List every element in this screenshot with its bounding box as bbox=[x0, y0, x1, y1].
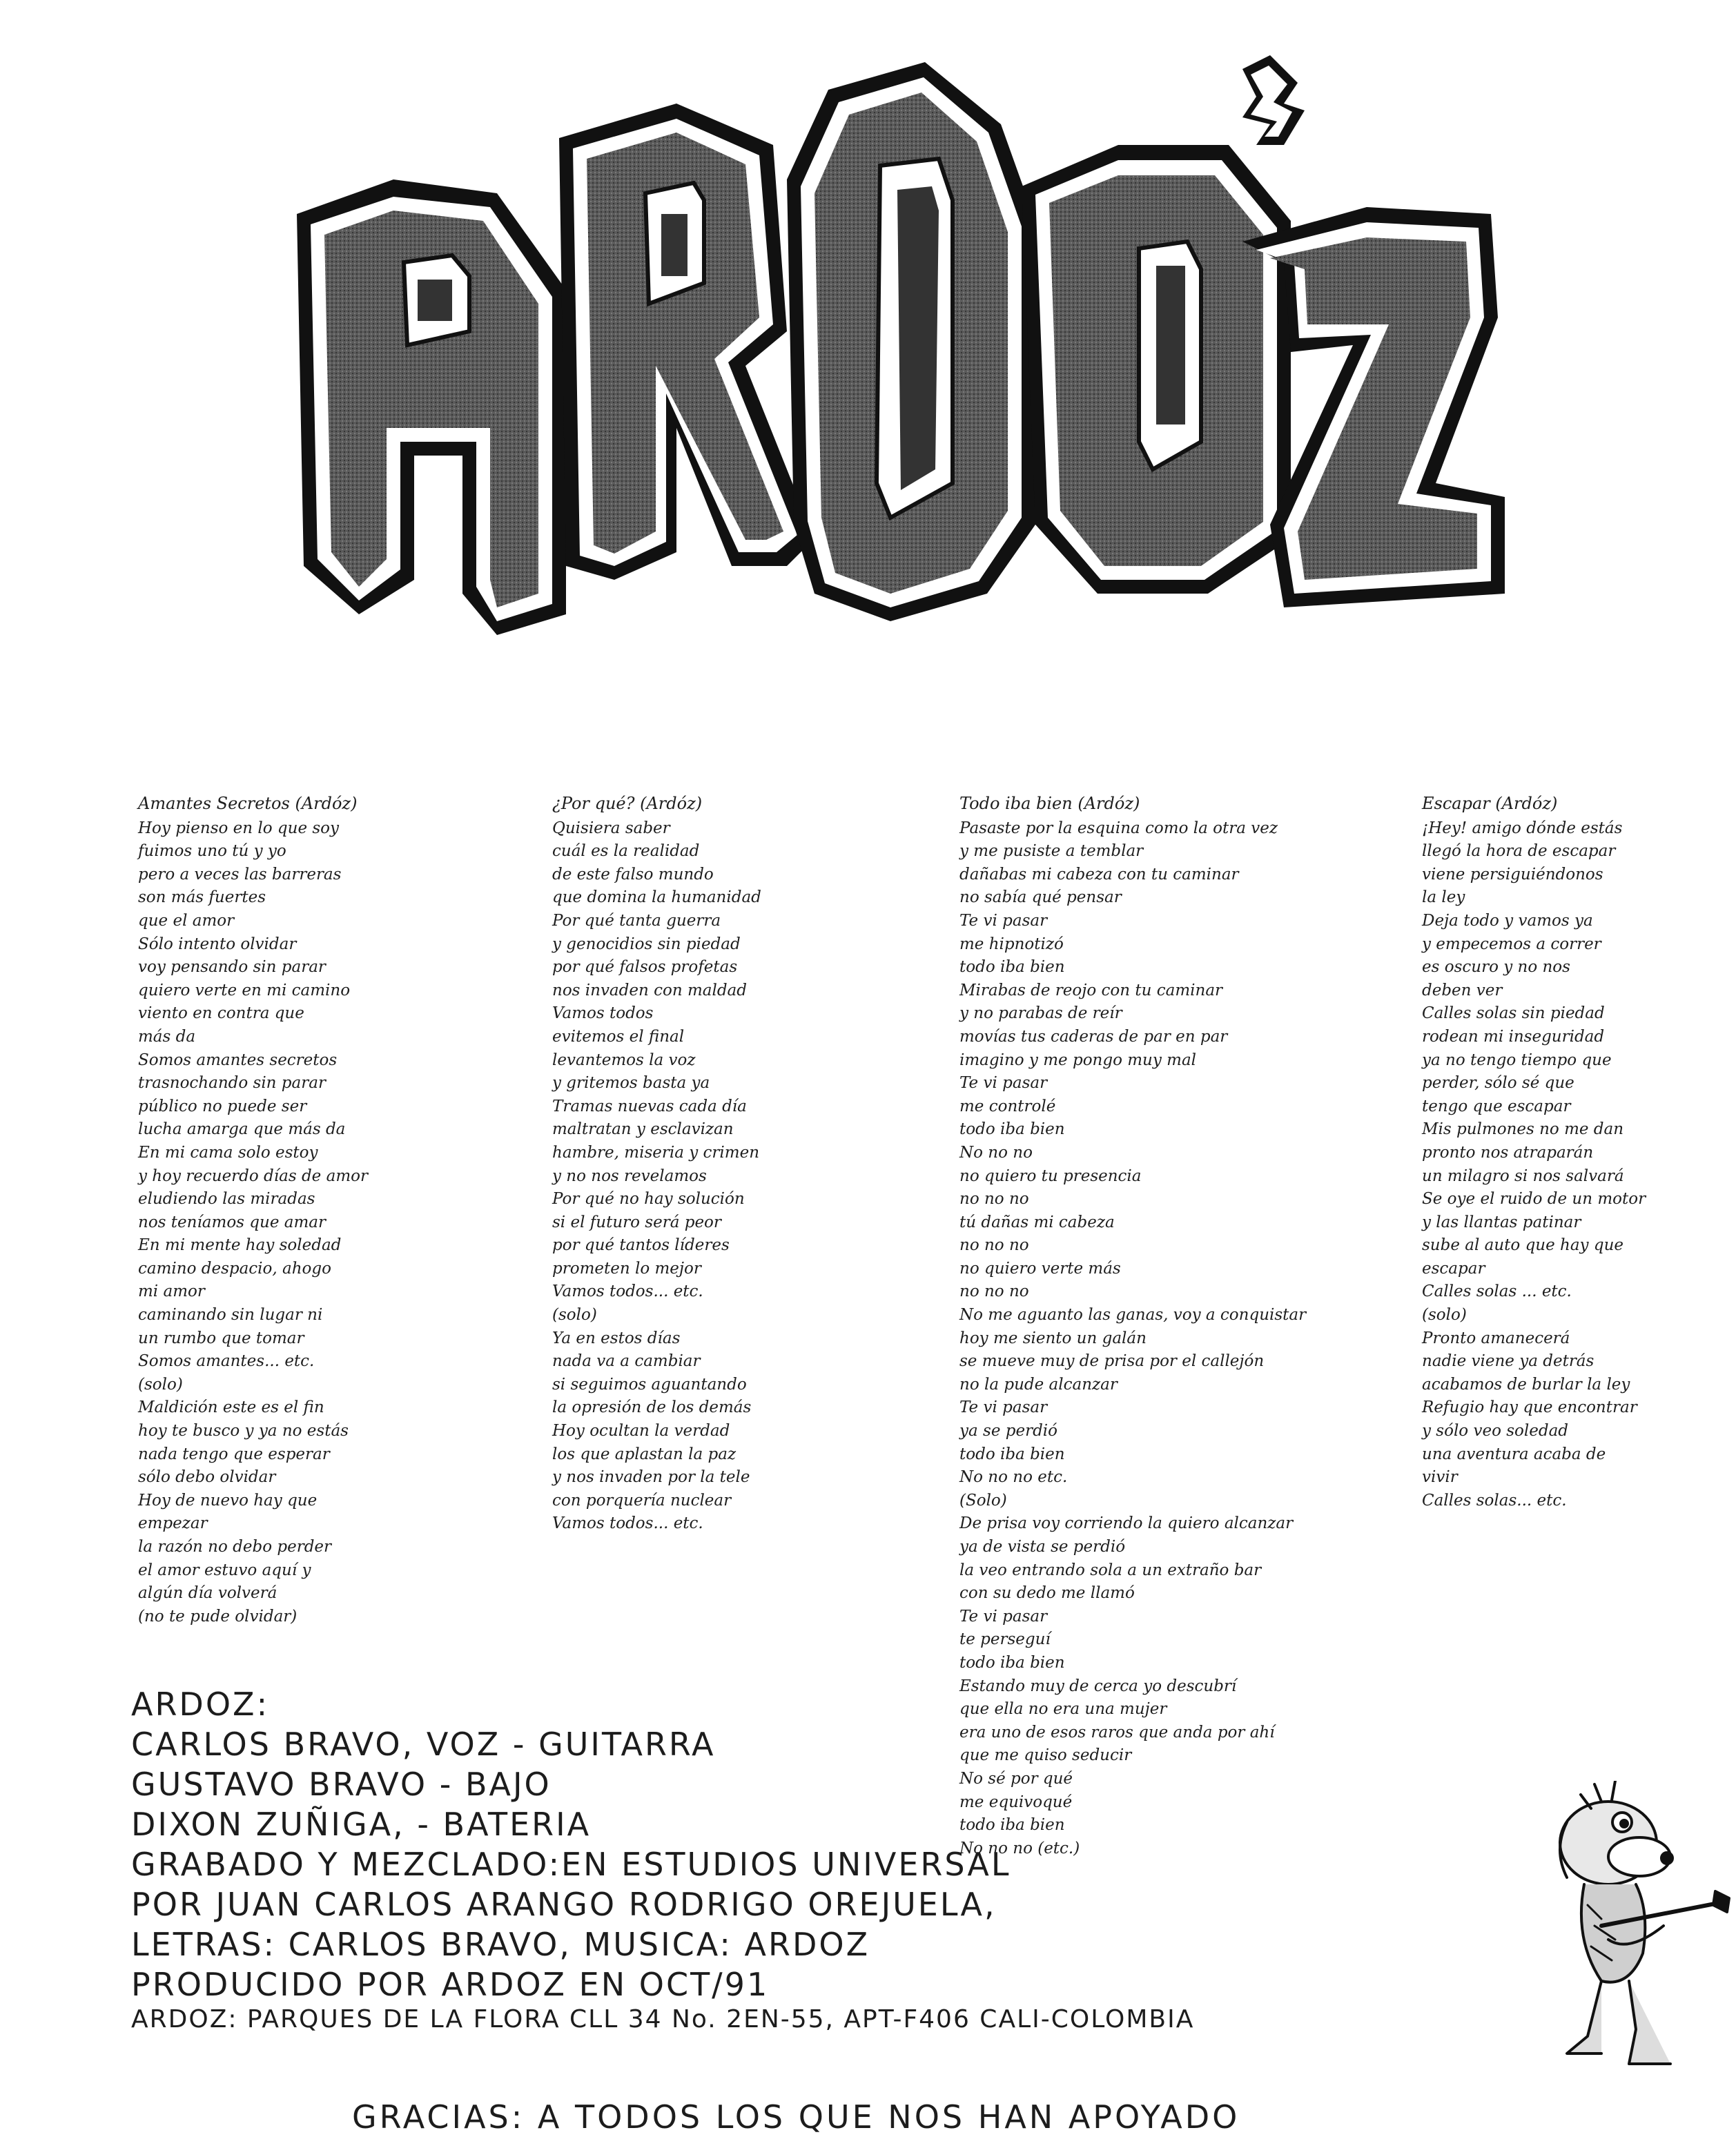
lyric-line: la razón no debo perder bbox=[138, 1538, 332, 1556]
song-title: Escapar (Ardóz) bbox=[1422, 794, 1558, 813]
lyric-line: No no no (etc.) bbox=[959, 1839, 1080, 1857]
lyric-line: (no te pude olvidar) bbox=[138, 1607, 298, 1626]
lyric-line: el amor estuvo aquí y bbox=[138, 1561, 311, 1579]
lyric-line: por qué falsos profetas bbox=[552, 958, 738, 977]
lyric-line: me equivoqué bbox=[959, 1793, 1073, 1811]
lyric-line: sólo debo olvidar bbox=[138, 1468, 276, 1487]
lyric-line: nos invaden con maldad bbox=[552, 981, 747, 999]
lyric-line: y no nos revelamos bbox=[552, 1167, 707, 1185]
lyric-line: No sé por qué bbox=[959, 1769, 1073, 1788]
lyric-line: No no no bbox=[959, 1143, 1033, 1162]
logo-letter-o bbox=[1022, 55, 1305, 594]
lyric-line: prometen lo mejor bbox=[552, 1259, 701, 1278]
lyric-line: Calles solas ... etc. bbox=[1422, 1282, 1572, 1301]
lyric-line: Mis pulmones no me dan bbox=[1422, 1120, 1624, 1139]
lyric-line: Te vi pasar bbox=[959, 1398, 1048, 1417]
lyric-line: son más fuertes bbox=[138, 888, 266, 907]
song-column-escapar bbox=[1422, 792, 1698, 1512]
lyric-line: vivir bbox=[1422, 1468, 1458, 1487]
lyric-line: ya se perdió bbox=[959, 1422, 1057, 1441]
lyric-line: y sólo veo soledad bbox=[1422, 1422, 1569, 1441]
credits-member-dixon: DIXON ZUÑIGA, - BATERIA bbox=[131, 1806, 592, 1843]
lyric-line: pronto nos atraparán bbox=[1422, 1143, 1594, 1162]
lyric-line: de este falso mundo bbox=[552, 865, 714, 884]
lyric-line: deben ver bbox=[1422, 981, 1503, 999]
lyric-line: imagino y me pongo muy mal bbox=[959, 1051, 1197, 1069]
lyric-line: más da bbox=[138, 1027, 196, 1046]
lyric-line: con porquería nuclear bbox=[552, 1491, 732, 1510]
lyric-line: que domina la humanidad bbox=[552, 888, 761, 907]
thanks-line: GRACIAS: A TODOS LOS QUE NOS HAN APOYADO bbox=[352, 2098, 1240, 2136]
lyric-line: eludiendo las miradas bbox=[138, 1190, 315, 1209]
lyric-line: (solo) bbox=[552, 1306, 597, 1325]
lyric-line: Refugio hay que encontrar bbox=[1422, 1398, 1637, 1417]
lyric-line: quiero verte en mi camino bbox=[138, 981, 351, 999]
lyric-line: no la pude alcanzar bbox=[959, 1375, 1118, 1394]
lyric-line: y nos invaden por la tele bbox=[552, 1468, 750, 1487]
credits-engineers: POR JUAN CARLOS ARANGO RODRIGO OREJUELA, bbox=[131, 1886, 997, 1923]
song-column-por-que bbox=[552, 792, 842, 1536]
lyric-line: (Solo) bbox=[959, 1491, 1007, 1510]
lyric-line: Somos amantes... etc. bbox=[138, 1352, 315, 1371]
credits-band-label: ARDOZ: bbox=[131, 1686, 270, 1723]
lyric-line: (solo) bbox=[138, 1375, 183, 1394]
lyric-line: No me aguanto las ganas, voy a conquistar bbox=[959, 1306, 1307, 1325]
credits-recorded: GRABADO Y MEZCLADO:EN ESTUDIOS UNIVERSAL bbox=[131, 1846, 1011, 1883]
lyric-line: y las llantas patinar bbox=[1422, 1213, 1581, 1231]
lyric-line: Maldición este es el fin bbox=[138, 1398, 324, 1417]
song-lyrics bbox=[1422, 817, 1698, 1513]
lyric-line: que el amor bbox=[138, 911, 235, 930]
lyric-line: con su dedo me llamó bbox=[959, 1584, 1135, 1603]
lyric-line: ¡Hey! amigo dónde estás bbox=[1422, 819, 1623, 837]
lyric-line: Pronto amanecerá bbox=[1422, 1329, 1570, 1347]
lyric-line: Por qué tanta guerra bbox=[552, 911, 721, 930]
lyric-line: y gritemos basta ya bbox=[552, 1074, 710, 1093]
lyric-line: Te vi pasar bbox=[959, 911, 1048, 930]
lyric-line: no no no bbox=[959, 1190, 1029, 1209]
lyric-line: pero a veces las barreras bbox=[138, 865, 342, 884]
lyric-line: que me quiso seducir bbox=[959, 1746, 1132, 1765]
lyric-line: que ella no era una mujer bbox=[959, 1700, 1167, 1719]
lyric-line: no sabía qué pensar bbox=[959, 888, 1122, 907]
lyric-line: no quiero verte más bbox=[959, 1259, 1121, 1278]
lyric-line: llegó la hora de escapar bbox=[1422, 842, 1616, 861]
lyric-line: algún día volverá bbox=[138, 1584, 277, 1603]
lyric-line: Calles solas... etc. bbox=[1422, 1491, 1567, 1510]
lyric-line: sube al auto que hay que bbox=[1422, 1236, 1624, 1255]
lyric-line: te perseguí bbox=[959, 1630, 1051, 1649]
lyric-line: No no no etc. bbox=[959, 1468, 1068, 1487]
lyric-line: Vamos todos... etc. bbox=[552, 1514, 703, 1533]
lyric-line: Somos amantes secretos bbox=[138, 1051, 338, 1069]
lyric-line: Ya en estos días bbox=[552, 1329, 681, 1347]
lyric-line: Tramas nuevas cada día bbox=[552, 1097, 747, 1115]
guitarist-mascot-illustration bbox=[1525, 1781, 1733, 2085]
lyric-line: movías tus caderas de par en par bbox=[959, 1027, 1228, 1046]
lyric-line: no quiero tu presencia bbox=[959, 1167, 1142, 1185]
lyric-line: Deja todo y vamos ya bbox=[1422, 911, 1593, 930]
logo-letter-d bbox=[787, 62, 1035, 621]
credits-produced: PRODUCIDO POR ARDOZ EN OCT/91 bbox=[131, 1966, 770, 2003]
song-title: Todo iba bien (Ardóz) bbox=[959, 794, 1140, 813]
lyric-line: si seguimos aguantando bbox=[552, 1375, 747, 1394]
lyric-line: Vamos todos bbox=[552, 1004, 654, 1023]
lyric-line: Te vi pasar bbox=[959, 1607, 1048, 1626]
credits-address: ARDOZ: PARQUES DE LA FLORA CLL 34 No. 2EN-55, APT-F406 CALI-COLOMBIA bbox=[131, 2005, 1195, 2033]
lyric-line: tengo que escapar bbox=[1422, 1097, 1571, 1115]
lyric-line: hoy me siento un galán bbox=[959, 1329, 1147, 1347]
lyric-line: nada tengo que esperar bbox=[138, 1445, 330, 1463]
lyric-line: un rumbo que tomar bbox=[138, 1329, 304, 1347]
lyric-line: público no puede ser bbox=[138, 1097, 307, 1115]
lyric-line: rodean mi inseguridad bbox=[1422, 1027, 1605, 1046]
lyric-line: todo iba bien bbox=[959, 1816, 1065, 1835]
lyric-line: si el futuro será peor bbox=[552, 1213, 721, 1231]
ardoz-logo bbox=[290, 41, 1505, 663]
lyric-line: viento en contra que bbox=[138, 1004, 304, 1023]
lyric-line: no no no bbox=[959, 1282, 1029, 1301]
credits-member-carlos: CARLOS BRAVO, VOZ - GUITARRA bbox=[131, 1726, 716, 1763]
lyric-line: por qué tantos líderes bbox=[552, 1236, 730, 1255]
lyric-line: Hoy de nuevo hay que bbox=[138, 1491, 318, 1510]
song-title: ¿Por qué? (Ardóz) bbox=[552, 794, 703, 813]
lyric-line: la ley bbox=[1422, 888, 1465, 907]
lyric-line: tú dañas mi cabeza bbox=[959, 1213, 1115, 1231]
lyric-line: la veo entrando sola a un extraño bar bbox=[959, 1561, 1262, 1579]
lyric-line: ya de vista se perdió bbox=[959, 1538, 1126, 1556]
lyric-line: todo iba bien bbox=[959, 1653, 1065, 1672]
lyric-line: camino despacio, ahogo bbox=[138, 1259, 331, 1278]
lyric-line: Mirabas de reojo con tu caminar bbox=[959, 981, 1223, 999]
lyric-line: todo iba bien bbox=[959, 1120, 1065, 1139]
lyric-line: y no parabas de reír bbox=[959, 1004, 1122, 1023]
lyric-line: nos teníamos que amar bbox=[138, 1213, 326, 1231]
lyric-line: hoy te busco y ya no estás bbox=[138, 1422, 349, 1441]
lyric-line: una aventura acaba de bbox=[1422, 1445, 1606, 1463]
lyric-line: caminando sin lugar ni bbox=[138, 1306, 323, 1325]
lyric-line: la opresión de los demás bbox=[552, 1398, 752, 1417]
lyric-line: y empecemos a correr bbox=[1422, 935, 1601, 953]
lyric-line: y me pusiste a temblar bbox=[959, 842, 1144, 861]
lyric-line: Estando muy de cerca yo descubrí bbox=[959, 1677, 1237, 1695]
lyric-line: me controlé bbox=[959, 1097, 1056, 1115]
lyric-line: dañabas mi cabeza con tu caminar bbox=[959, 865, 1239, 884]
lyric-line: me hipnotizó bbox=[959, 935, 1064, 953]
lyric-line: ya no tengo tiempo que bbox=[1422, 1051, 1612, 1069]
lyric-line: empezar bbox=[138, 1514, 208, 1533]
lyric-line: maltratan y esclavizan bbox=[552, 1120, 734, 1139]
lyric-line: hambre, miseria y crimen bbox=[552, 1143, 760, 1162]
lyric-line: En mi mente hay soledad bbox=[138, 1236, 342, 1255]
lyric-line: viene persiguiéndonos bbox=[1422, 865, 1603, 884]
lyric-line: trasnochando sin parar bbox=[138, 1074, 326, 1093]
lyric-line: Vamos todos... etc. bbox=[552, 1282, 703, 1301]
lyric-line: cuál es la realidad bbox=[552, 842, 700, 861]
lyric-line: Te vi pasar bbox=[959, 1074, 1048, 1093]
lyric-line: mi amor bbox=[138, 1282, 205, 1301]
lyric-line: no no no bbox=[959, 1236, 1029, 1255]
lyric-line: perder, sólo sé que bbox=[1422, 1074, 1574, 1093]
lyric-line: Hoy pienso en lo que soy bbox=[138, 819, 340, 837]
lyric-line: fuimos uno tú y yo bbox=[138, 842, 286, 861]
lyric-line: lucha amarga que más da bbox=[138, 1120, 346, 1139]
lyric-line: los que aplastan la paz bbox=[552, 1445, 737, 1463]
song-lyrics bbox=[138, 817, 428, 1629]
credits-letras-musica: LETRAS: CARLOS BRAVO, MUSICA: ARDOZ bbox=[131, 1926, 870, 1963]
lyric-line: De prisa voy corriendo la quiero alcanzar bbox=[959, 1514, 1294, 1533]
lyric-line: era uno de esos raros que anda por ahí bbox=[959, 1723, 1275, 1741]
lyric-line: evitemos el final bbox=[552, 1027, 685, 1046]
credits-member-gustavo: GUSTAVO BRAVO - BAJO bbox=[131, 1766, 552, 1803]
lyric-line: se mueve muy de prisa por el callejón bbox=[959, 1352, 1265, 1371]
credits-block bbox=[131, 1684, 1443, 2035]
lyric-line: Sólo intento olvidar bbox=[138, 935, 297, 953]
lyric-line: levantemos la voz bbox=[552, 1051, 696, 1069]
lyric-line: escapar bbox=[1422, 1259, 1485, 1278]
lyric-line: todo iba bien bbox=[959, 958, 1065, 977]
lyric-line: Quisiera saber bbox=[552, 819, 670, 837]
lyric-line: acabamos de burlar la ley bbox=[1422, 1375, 1630, 1394]
lyric-line: un milagro si nos salvará bbox=[1422, 1167, 1624, 1185]
logo-letter-a bbox=[297, 179, 566, 635]
lyric-line: Por qué no hay solución bbox=[552, 1190, 745, 1209]
lyric-line: Se oye el ruido de un motor bbox=[1422, 1190, 1646, 1209]
lyric-line: nada va a cambiar bbox=[552, 1352, 701, 1371]
lyric-line: y genocidios sin piedad bbox=[552, 935, 741, 953]
lyric-line: Pasaste por la esquina como la otra vez bbox=[959, 819, 1278, 837]
lyric-line: Hoy ocultan la verdad bbox=[552, 1422, 730, 1441]
lyric-line: nadie viene ya detrás bbox=[1422, 1352, 1594, 1371]
song-lyrics bbox=[552, 817, 842, 1536]
lyric-line: Calles solas sin piedad bbox=[1422, 1004, 1605, 1023]
lyric-line: todo iba bien bbox=[959, 1445, 1065, 1463]
logo-letter-r bbox=[559, 104, 815, 580]
song-column-amantes-secretos bbox=[138, 792, 428, 1628]
song-title: Amantes Secretos (Ardóz) bbox=[138, 794, 358, 813]
lyric-line: voy pensando sin parar bbox=[138, 958, 326, 977]
lyric-line: es oscuro y no nos bbox=[1422, 958, 1570, 977]
lyric-line: En mi cama solo estoy bbox=[138, 1143, 318, 1162]
lyric-line: y hoy recuerdo días de amor bbox=[138, 1167, 368, 1185]
lyric-line: (solo) bbox=[1422, 1306, 1467, 1325]
